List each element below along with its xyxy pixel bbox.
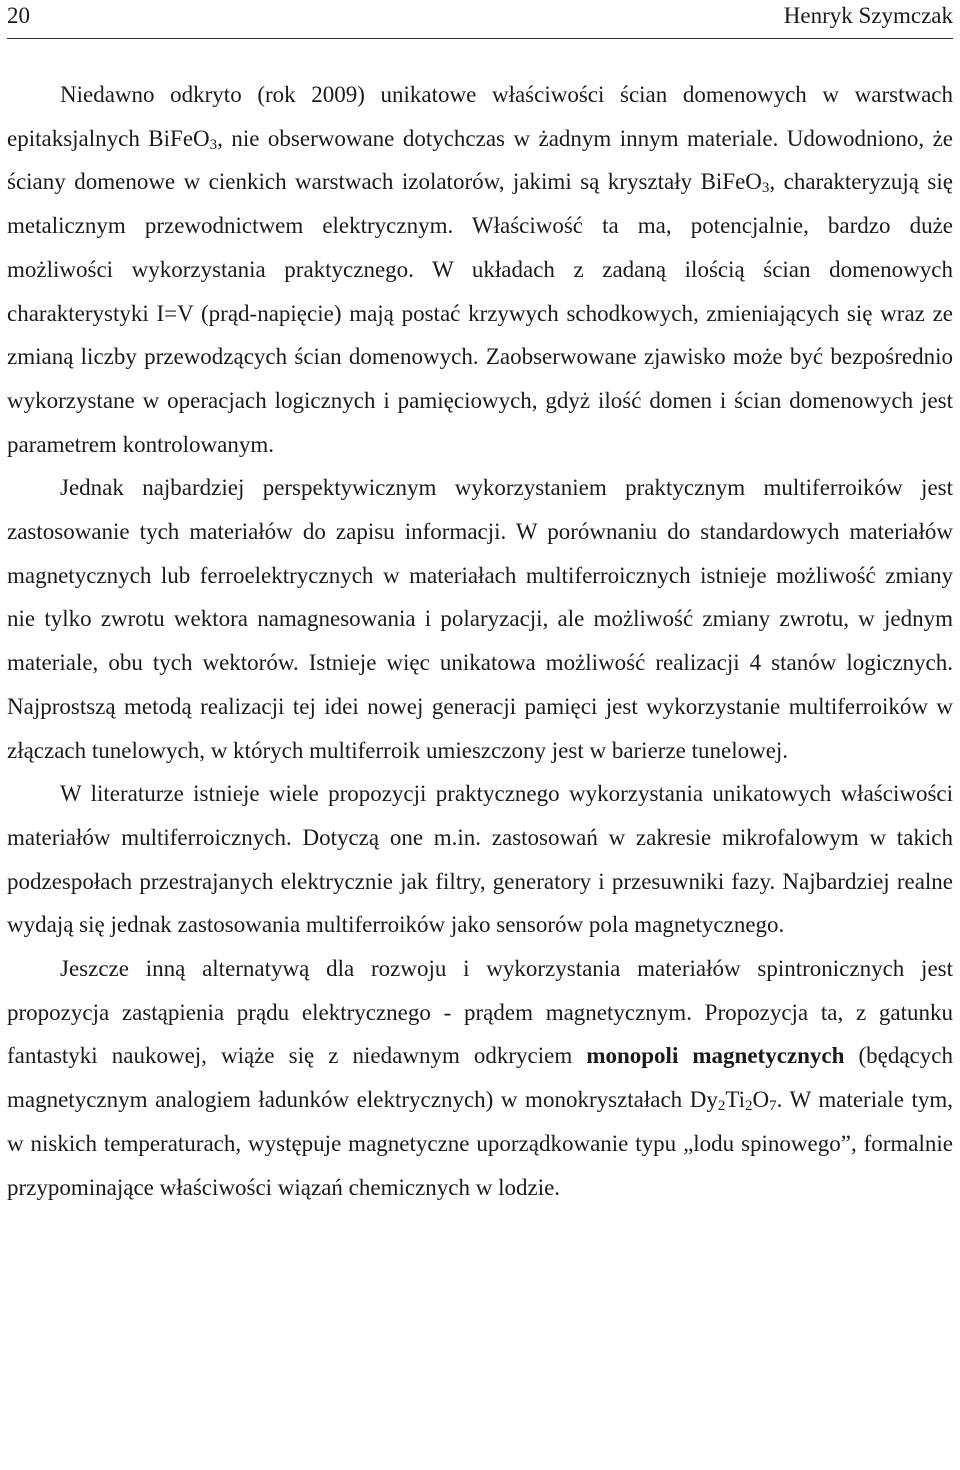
text-span: O: [752, 1087, 770, 1113]
subscript: 3: [209, 136, 218, 153]
paragraph-3: W literaturze istnieje wiele propozycji praktycznego wykorzystania unikatowych właściwości materiałów multiferroicznych. Dotyczą one m.in. zastosowań w zakresie mikrofalowym w takich podzespołach przestrajanych elektrycznie jak filtry, generatory i przesuwniki fazy. Najbardziej realne wydają się jednak zastosowania multiferroików jako sensorów pola magnetycznego.: [7, 781, 953, 938]
subscript: 3: [761, 180, 770, 197]
page-header: [7, 0, 953, 39]
text-span: Ti: [725, 1087, 745, 1113]
page-number: 20: [7, 3, 30, 28]
paragraph-1: [7, 73, 953, 466]
paragraph-2: Jednak najbardziej perspektywicznym wykorzystaniem praktycznym multiferroików jest zastosowanie tych materiałów do zapisu informacji. W porównaniu do standardowych materiałów magnetycznych lub ferroelektrycznych w materiałach multiferroicznych istnieje możliwość zmiany nie tylko zwrotu wektora namagnesowania i polaryzacji, ale możliwość zmiany zwrotu, w jednym materiale, obu tych wektorów. Istnieje więc unikatowa możliwość realizacji 4 stanów logicznych. Najprostszą metodą realizacji tej idei nowej generacji pamięci jest wykorzystanie multiferroików w złączach tunelowych, w których multiferroik umieszczony jest w barierze tunelowej.: [7, 475, 953, 763]
subscript: 2: [744, 1098, 753, 1115]
text-span: Niedawno odkryto (rok 2009) unikatowe właściwości ścian domenowych w warstwach epitaksjalnych BiFeO: [7, 82, 953, 151]
text-span: , charakteryzują się metalicznym przewodnictwem elektrycznym. Właściwość ta ma, potencjalnie, bardzo duże możliwości wykorzystania praktycznego. W układach z zadaną ilością ścian domenowych charakterystyki I=V (prąd-napięcie) mają postać krzywych schodkowych, zmieniających się wraz ze zmianą liczby przewodzących ścian domenowych. Zaobserwowane zjawisko może być bezpośrednio wykorzystane w operacjach logicznych i pamięciowych, gdyż ilość domen i ścian domenowych jest parametrem kontrolowanym.: [7, 169, 953, 457]
subscript: 7: [769, 1098, 777, 1115]
body-text: [7, 73, 953, 1209]
running-head-author: Henryk Szymczak: [783, 3, 953, 28]
subscript: 2: [717, 1098, 726, 1115]
text-span: . W materiale tym, w niskich temperaturach, występuje magnetyczne uporządkowanie typu „lodu spinowego”, formalnie przypominające właściwości wiązań chemicznych w lodzie.: [7, 1087, 953, 1200]
text-span: , nie obserwowane dotychczas w żadnym innym materiale. Udowodniono, że ściany domenowe w cienkich warstwach izolatorów, jakimi są kryształy BiFeO: [7, 125, 954, 195]
paragraph-4: [7, 947, 953, 1209]
bold-term: monopoli magnetycznych: [586, 1043, 845, 1069]
text-span: Jeszcze inną alternatywą dla rozwoju i wykorzystania materiałów spintronicznych jest propozycja zastąpienia prądu elektrycznego - prądem magnetycznym. Propozycja ta, z gatunku fantastyki naukowej, wiąże się z niedawnym odkryciem: [7, 956, 953, 1069]
text-span: (będących magnetycznym analogiem ładunków elektrycznych) w monokryształach Dy: [7, 1043, 953, 1113]
